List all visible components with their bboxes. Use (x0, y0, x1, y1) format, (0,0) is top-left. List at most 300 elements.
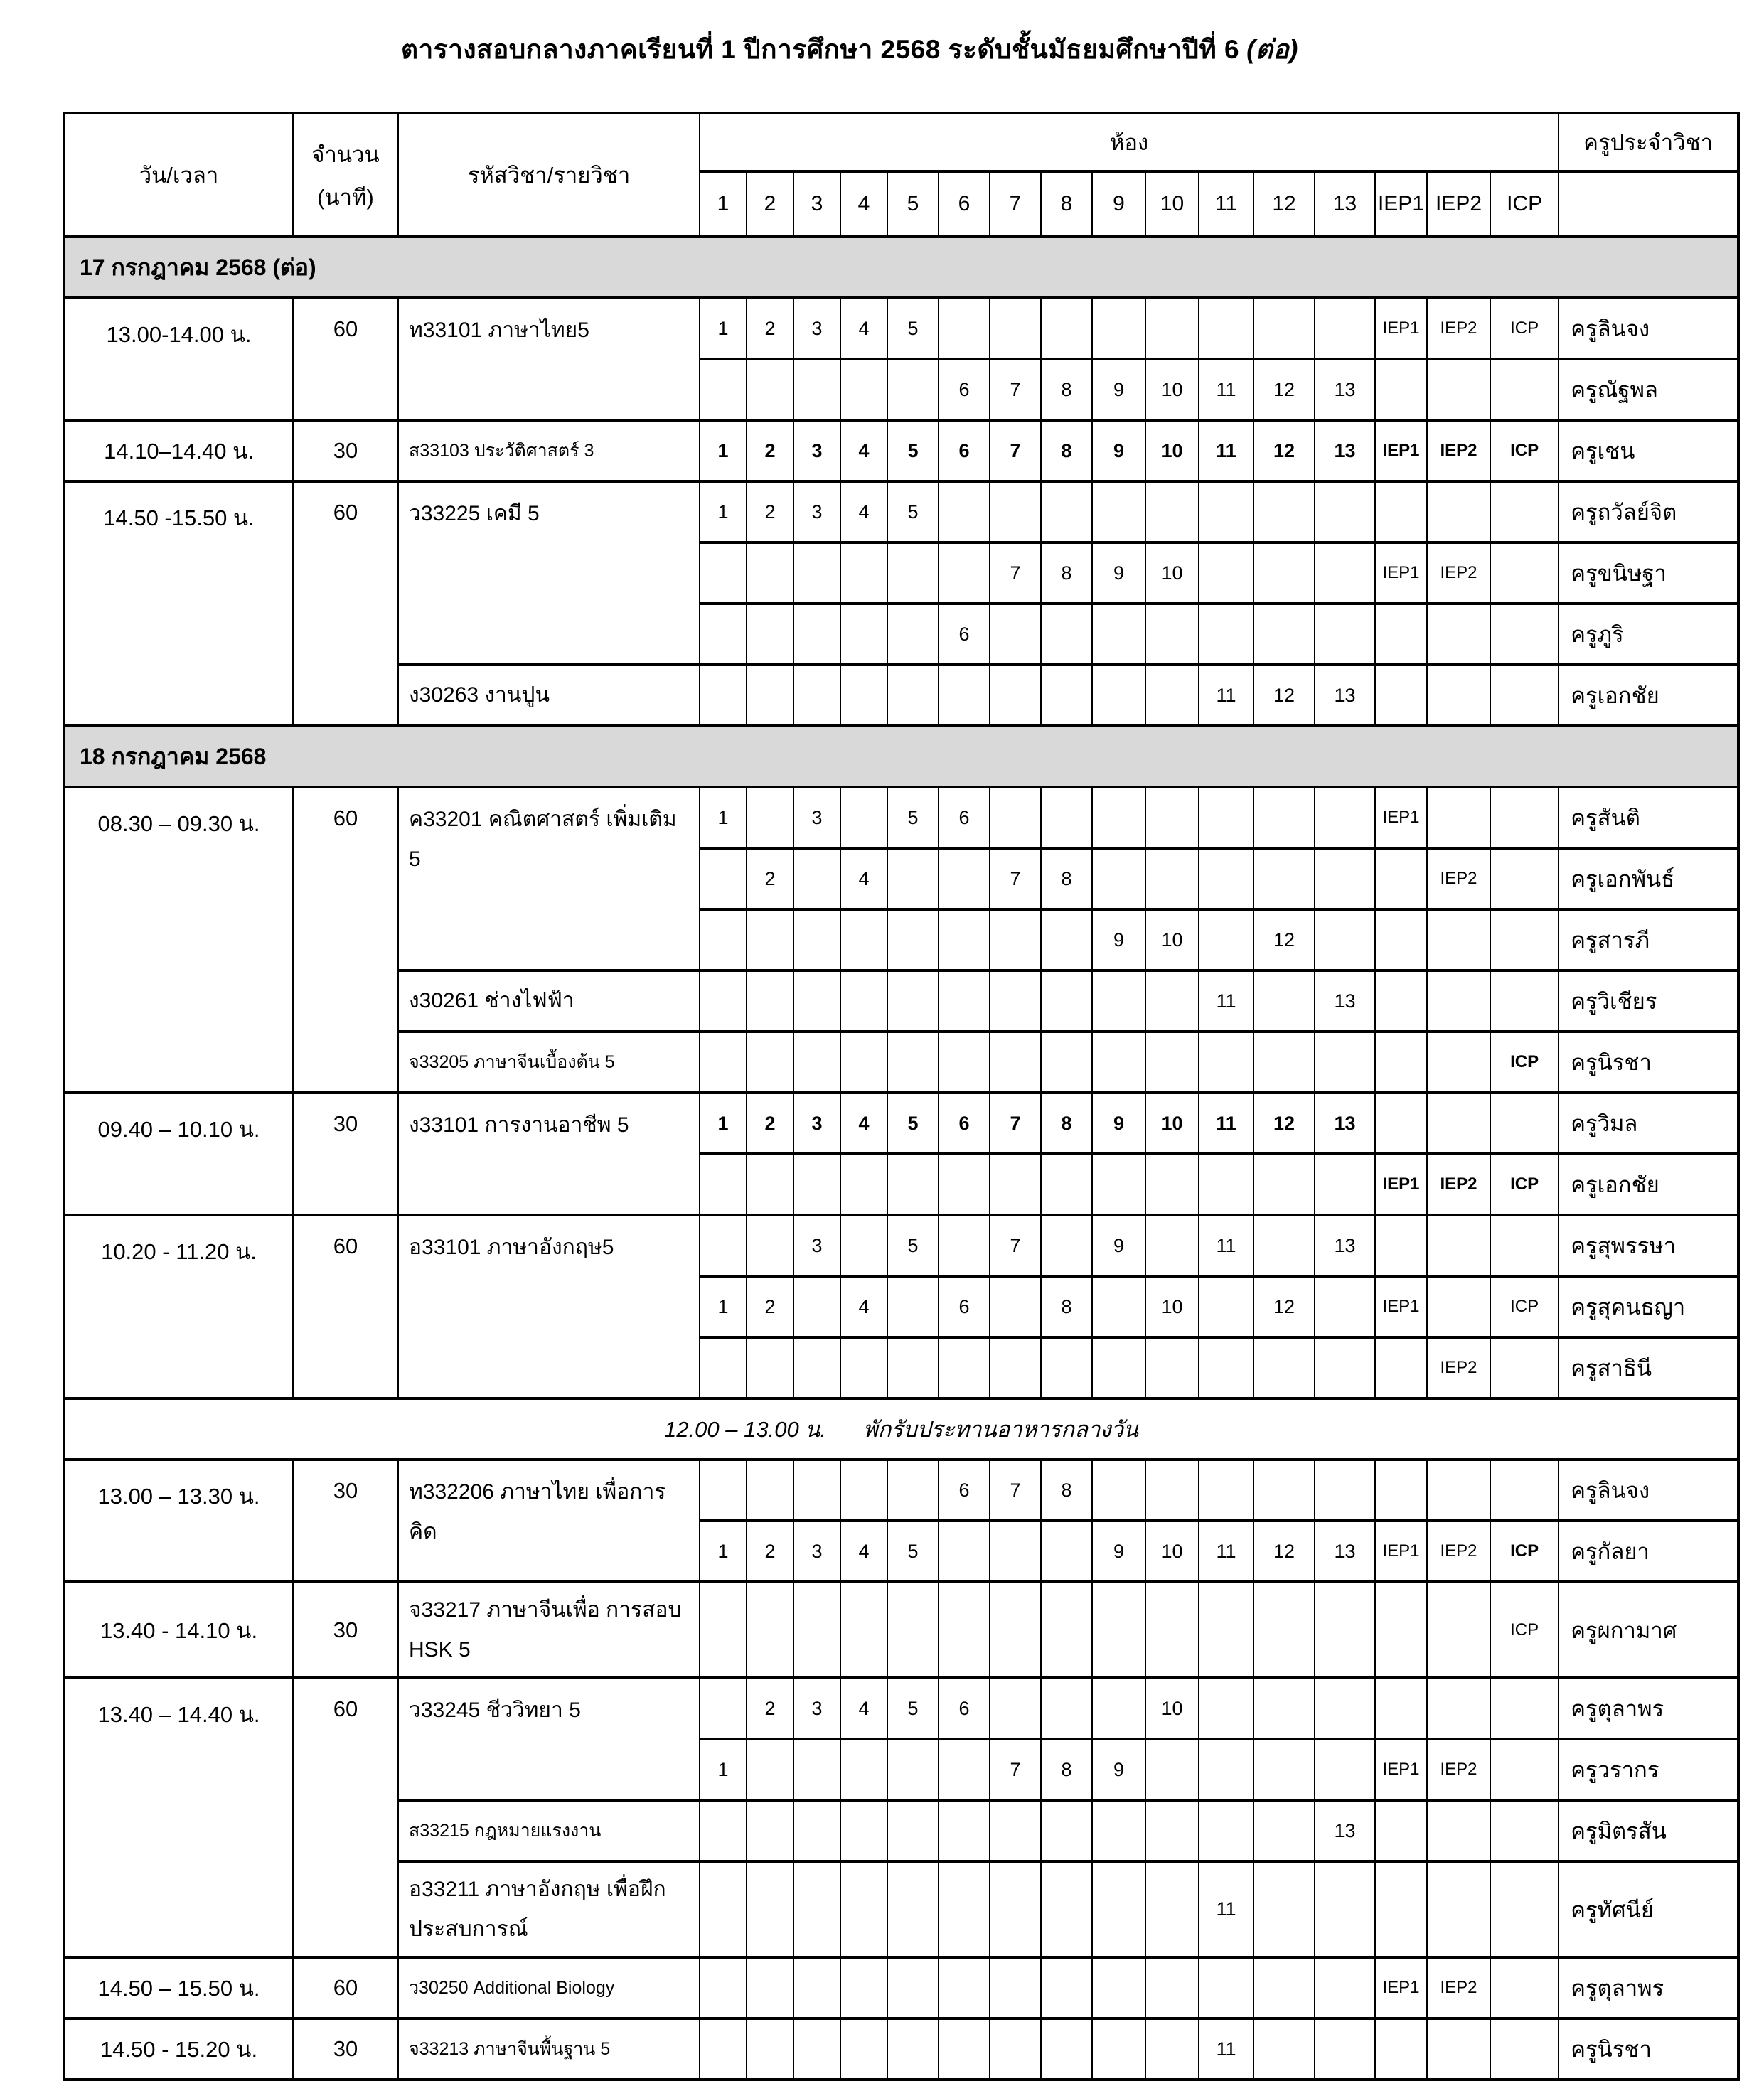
teacher-cell: ครูสารภี (1559, 909, 1738, 970)
room-cell-13-empty (1315, 1861, 1375, 1957)
room-cell-2: 2 (747, 1276, 793, 1337)
room-cell-13-empty (1315, 1739, 1375, 1800)
room-cell-2-empty (747, 970, 793, 1032)
room-cell-3: 3 (793, 298, 840, 359)
room-cell-12-empty (1253, 1739, 1315, 1800)
room-cell-8-empty (1041, 1861, 1092, 1957)
room-cell-1: 1 (700, 298, 747, 359)
room-cell-9-empty (1092, 1861, 1145, 1957)
room-cell-2-empty (747, 1861, 793, 1957)
room-cell-12-empty (1253, 481, 1315, 542)
header-room-4: 4 (840, 171, 887, 237)
room-cell-9: 9 (1092, 909, 1145, 970)
room-cell-2-empty (747, 1032, 793, 1093)
iep-cell-IEP2-empty (1427, 1582, 1490, 1678)
iep-cell-IEP1: IEP1 (1375, 787, 1427, 848)
room-cell-4: 4 (840, 1678, 887, 1739)
room-cell-12: 12 (1253, 665, 1315, 726)
room-cell-4-empty (840, 909, 887, 970)
room-cell-11: 11 (1199, 359, 1253, 420)
room-cell-10-empty (1145, 1154, 1199, 1215)
schedule-row (64, 1215, 1738, 1276)
room-cell-10-empty (1145, 1215, 1199, 1276)
page-title-main: ตารางสอบกลางภาคเรียนที่ 1 ปีการศึกษา 2568 ระดับชั้นมัธยมศึกษาปีที่ 6 (400, 35, 1240, 64)
subject-cell: จ33205 ภาษาจีนเบื้องต้น 5 (398, 1032, 700, 1093)
room-cell-13-empty (1315, 1582, 1375, 1678)
duration-cell: 30 (293, 1093, 398, 1215)
room-cell-8: 8 (1041, 1739, 1092, 1800)
room-cell-4-empty (840, 787, 887, 848)
room-cell-3-empty (793, 909, 840, 970)
subject-cell: ว33225 เคมี 5 (398, 481, 700, 665)
time-cell: 10.20 - 11.20 น. (64, 1215, 293, 1398)
room-cell-7-empty (990, 787, 1041, 848)
room-cell-4: 4 (840, 1093, 887, 1154)
room-cell-9-empty (1092, 481, 1145, 542)
iep-cell-IEP1-empty (1375, 359, 1427, 420)
room-cell-5: 5 (887, 1093, 939, 1154)
room-cell-3-empty (793, 1032, 840, 1093)
room-cell-7: 7 (990, 848, 1041, 909)
iep-cell-ICP-empty (1490, 665, 1559, 726)
iep-cell-IEP2-empty (1427, 359, 1490, 420)
room-cell-1-empty (700, 1337, 747, 1398)
room-cell-2-empty (747, 1957, 793, 2018)
iep-cell-ICP-empty (1490, 909, 1559, 970)
room-cell-8-empty (1041, 481, 1092, 542)
header-duration-line1: จำนวน (311, 142, 380, 167)
schedule-row (64, 420, 1738, 481)
header-room-2: 2 (747, 171, 793, 237)
room-cell-6-empty (939, 2018, 990, 2080)
room-cell-8-empty (1041, 1154, 1092, 1215)
teacher-cell: ครูลินจง (1559, 298, 1738, 359)
iep-cell-ICP-empty (1490, 2018, 1559, 2080)
room-cell-11: 11 (1199, 665, 1253, 726)
room-cell-4-empty (840, 1739, 887, 1800)
room-cell-7: 7 (990, 359, 1041, 420)
room-cell-2-empty (747, 1460, 793, 1521)
room-cell-3-empty (793, 1800, 840, 1861)
iep-cell-IEP2-empty (1427, 604, 1490, 665)
room-cell-3: 3 (793, 1215, 840, 1276)
room-cell-3-empty (793, 604, 840, 665)
room-cell-5-empty (887, 665, 939, 726)
room-cell-7-empty (990, 1154, 1041, 1215)
room-cell-4-empty (840, 1215, 887, 1276)
room-cell-13-empty (1315, 787, 1375, 848)
room-cell-5: 5 (887, 787, 939, 848)
iep-cell-IEP2: IEP2 (1427, 1337, 1490, 1398)
iep-cell-IEP2-empty (1427, 787, 1490, 848)
room-cell-12: 12 (1253, 1521, 1315, 1582)
room-cell-11-empty (1199, 1678, 1253, 1739)
duration-cell: 60 (293, 787, 398, 1093)
room-cell-2: 2 (747, 420, 793, 481)
room-cell-3-empty (793, 1460, 840, 1521)
teacher-cell: ครูตุลาพร (1559, 1678, 1738, 1739)
teacher-cell: ครูเอกพันธ์ (1559, 848, 1738, 909)
room-cell-11: 11 (1199, 970, 1253, 1032)
room-cell-11: 11 (1199, 1215, 1253, 1276)
room-cell-1: 1 (700, 1521, 747, 1582)
room-cell-6-empty (939, 1215, 990, 1276)
iep-cell-IEP1-empty (1375, 1337, 1427, 1398)
teacher-cell: ครูกัลยา (1559, 1521, 1738, 1582)
iep-cell-IEP2: IEP2 (1427, 542, 1490, 604)
room-cell-9-empty (1092, 2018, 1145, 2080)
subject-cell: อ33101 ภาษาอังกฤษ5 (398, 1215, 700, 1398)
iep-cell-ICP-empty (1490, 1215, 1559, 1276)
room-cell-7-empty (990, 2018, 1041, 2080)
room-cell-10-empty (1145, 2018, 1199, 2080)
duration-cell: 60 (293, 1215, 398, 1398)
room-cell-4: 4 (840, 848, 887, 909)
room-cell-4: 4 (840, 1276, 887, 1337)
room-cell-2-empty (747, 542, 793, 604)
room-cell-5-empty (887, 604, 939, 665)
room-cell-10-empty (1145, 481, 1199, 542)
room-cell-7-empty (990, 1276, 1041, 1337)
room-cell-5-empty (887, 542, 939, 604)
room-cell-3: 3 (793, 1093, 840, 1154)
room-cell-10: 10 (1145, 1093, 1199, 1154)
iep-cell-IEP2: IEP2 (1427, 1154, 1490, 1215)
room-cell-1-empty (700, 1032, 747, 1093)
iep-cell-IEP2-empty (1427, 970, 1490, 1032)
iep-cell-IEP2: IEP2 (1427, 298, 1490, 359)
teacher-cell: ครูณัฐพล (1559, 359, 1738, 420)
room-cell-6-empty (939, 298, 990, 359)
room-cell-12-empty (1253, 1337, 1315, 1398)
iep-cell-IEP1: IEP1 (1375, 1154, 1427, 1215)
room-cell-7-empty (990, 1582, 1041, 1678)
room-cell-11: 11 (1199, 1093, 1253, 1154)
room-cell-6-empty (939, 1739, 990, 1800)
room-cell-12-empty (1253, 848, 1315, 909)
room-cell-12-empty (1253, 1800, 1315, 1861)
room-cell-2-empty (747, 1739, 793, 1800)
room-cell-6: 6 (939, 1276, 990, 1337)
header-room-5: 5 (887, 171, 939, 237)
schedule-row (64, 481, 1738, 542)
room-cell-3-empty (793, 542, 840, 604)
header-teacher: ครูประจำวิชา (1559, 113, 1738, 171)
room-cell-4: 4 (840, 1521, 887, 1582)
room-cell-11: 11 (1199, 1861, 1253, 1957)
date-section-header: 18 กรกฎาคม 2568 (64, 726, 1738, 787)
room-cell-12-empty (1253, 1460, 1315, 1521)
duration-cell: 30 (293, 1460, 398, 1582)
iep-cell-IEP1-empty (1375, 1582, 1427, 1678)
room-cell-8-empty (1041, 1032, 1092, 1093)
room-cell-7-empty (990, 1337, 1041, 1398)
room-cell-2-empty (747, 665, 793, 726)
iep-cell-IEP1-empty (1375, 970, 1427, 1032)
subject-cell: ค33201 คณิตศาสตร์ เพิ่มเติม 5 (398, 787, 700, 970)
room-cell-4-empty (840, 604, 887, 665)
room-cell-11-empty (1199, 604, 1253, 665)
header-room-IEP2: IEP2 (1427, 171, 1490, 237)
room-cell-5-empty (887, 1800, 939, 1861)
room-cell-12: 12 (1253, 1093, 1315, 1154)
iep-cell-IEP2-empty (1427, 481, 1490, 542)
room-cell-10-empty (1145, 1460, 1199, 1521)
room-cell-11-empty (1199, 542, 1253, 604)
iep-cell-IEP2-empty (1427, 1460, 1490, 1521)
room-cell-4-empty (840, 1460, 887, 1521)
room-cell-7-empty (990, 1521, 1041, 1582)
room-cell-3-empty (793, 848, 840, 909)
room-cell-1: 1 (700, 1093, 747, 1154)
room-cell-6-empty (939, 848, 990, 909)
room-cell-9: 9 (1092, 359, 1145, 420)
time-cell: 14.50 – 15.50 น. (64, 1957, 293, 2018)
room-cell-1: 1 (700, 787, 747, 848)
lunch-time: 12.00 – 13.00 น. (664, 1417, 827, 1442)
room-cell-11: 11 (1199, 420, 1253, 481)
room-cell-6-empty (939, 1521, 990, 1582)
teacher-cell: ครูสาธินี (1559, 1337, 1738, 1398)
header-duration-line2: (นาที) (317, 185, 374, 210)
room-cell-8-empty (1041, 787, 1092, 848)
iep-cell-IEP1-empty (1375, 604, 1427, 665)
iep-cell-ICP-empty (1490, 1800, 1559, 1861)
teacher-cell: ครูวิมล (1559, 1093, 1738, 1154)
subject-cell: ง30261 ช่างไฟฟ้า (398, 970, 700, 1032)
iep-cell-ICP-empty (1490, 359, 1559, 420)
duration-cell: 30 (293, 2018, 398, 2080)
room-cell-10-empty (1145, 848, 1199, 909)
schedule-row (64, 787, 1738, 848)
subject-cell: ง30263 งานปูน (398, 665, 700, 726)
room-cell-4-empty (840, 359, 887, 420)
room-cell-7-empty (990, 604, 1041, 665)
room-cell-4-empty (840, 665, 887, 726)
room-cell-11-empty (1199, 1337, 1253, 1398)
room-cell-9-empty (1092, 1582, 1145, 1678)
room-cell-6-empty (939, 665, 990, 726)
room-cell-12-empty (1253, 1215, 1315, 1276)
room-cell-10: 10 (1145, 359, 1199, 420)
room-cell-7-empty (990, 481, 1041, 542)
room-cell-8-empty (1041, 1957, 1092, 2018)
iep-cell-ICP-empty (1490, 848, 1559, 909)
room-cell-6-empty (939, 481, 990, 542)
schedule-row (64, 298, 1738, 359)
room-cell-8-empty (1041, 1678, 1092, 1739)
room-cell-6: 6 (939, 420, 990, 481)
room-cell-5-empty (887, 1957, 939, 2018)
room-cell-3-empty (793, 1276, 840, 1337)
iep-cell-ICP-empty (1490, 1739, 1559, 1800)
room-cell-12-empty (1253, 604, 1315, 665)
room-cell-12-empty (1253, 298, 1315, 359)
header-room-7: 7 (990, 171, 1041, 237)
room-cell-5-empty (887, 970, 939, 1032)
room-cell-13: 13 (1315, 1800, 1375, 1861)
room-cell-11: 11 (1199, 1521, 1253, 1582)
iep-cell-IEP1-empty (1375, 1460, 1427, 1521)
room-cell-1-empty (700, 909, 747, 970)
iep-cell-IEP1: IEP1 (1375, 420, 1427, 481)
iep-cell-ICP: ICP (1490, 1032, 1559, 1093)
room-cell-6-empty (939, 970, 990, 1032)
room-cell-5: 5 (887, 1678, 939, 1739)
room-cell-8: 8 (1041, 1276, 1092, 1337)
iep-cell-ICP-empty (1490, 1957, 1559, 2018)
room-cell-1-empty (700, 1582, 747, 1678)
room-cell-3: 3 (793, 1678, 840, 1739)
room-cell-8-empty (1041, 2018, 1092, 2080)
room-cell-10-empty (1145, 1032, 1199, 1093)
iep-cell-IEP2-empty (1427, 1032, 1490, 1093)
room-cell-6-empty (939, 1337, 990, 1398)
iep-cell-IEP1-empty (1375, 1861, 1427, 1957)
room-cell-4-empty (840, 1582, 887, 1678)
teacher-cell: ครูนิรชา (1559, 2018, 1738, 2080)
room-cell-3-empty (793, 1739, 840, 1800)
room-cell-7-empty (990, 1861, 1041, 1957)
room-cell-7: 7 (990, 420, 1041, 481)
room-cell-12-empty (1253, 1154, 1315, 1215)
room-cell-4-empty (840, 970, 887, 1032)
room-cell-8: 8 (1041, 359, 1092, 420)
teacher-cell: ครูตุลาพร (1559, 1957, 1738, 2018)
iep-cell-ICP-empty (1490, 1861, 1559, 1957)
room-cell-13: 13 (1315, 665, 1375, 726)
teacher-cell: ครูนิรชา (1559, 1032, 1738, 1093)
room-cell-10: 10 (1145, 1276, 1199, 1337)
room-cell-12: 12 (1253, 420, 1315, 481)
room-cell-5-empty (887, 1276, 939, 1337)
iep-cell-IEP1-empty (1375, 1800, 1427, 1861)
time-cell: 14.50 -15.50 น. (64, 481, 293, 726)
room-cell-9-empty (1092, 1276, 1145, 1337)
duration-cell: 60 (293, 1678, 398, 1957)
room-cell-6-empty (939, 1154, 990, 1215)
room-cell-11: 11 (1199, 2018, 1253, 2080)
room-cell-9-empty (1092, 298, 1145, 359)
room-cell-10: 10 (1145, 542, 1199, 604)
room-cell-1-empty (700, 848, 747, 909)
header-room-12: 12 (1253, 171, 1315, 237)
iep-cell-IEP2-empty (1427, 1678, 1490, 1739)
teacher-cell: ครูสุคนธญา (1559, 1276, 1738, 1337)
iep-cell-IEP2-empty (1427, 1215, 1490, 1276)
room-cell-5: 5 (887, 420, 939, 481)
subject-cell: ว30250 Additional Biology (398, 1957, 700, 2018)
teacher-cell: ครูเอกชัย (1559, 665, 1738, 726)
room-cell-5: 5 (887, 1215, 939, 1276)
room-cell-6: 6 (939, 1678, 990, 1739)
iep-cell-ICP: ICP (1490, 1582, 1559, 1678)
room-cell-6-empty (939, 1861, 990, 1957)
room-cell-3-empty (793, 1861, 840, 1957)
date-section-row (64, 237, 1738, 298)
room-cell-4-empty (840, 1337, 887, 1398)
room-cell-11-empty (1199, 298, 1253, 359)
header-subject: รหัสวิชา/รายวิชา (398, 113, 700, 237)
room-cell-6-empty (939, 1582, 990, 1678)
room-cell-11-empty (1199, 909, 1253, 970)
room-cell-5: 5 (887, 1521, 939, 1582)
header-room-ICP: ICP (1490, 171, 1559, 237)
room-cell-12: 12 (1253, 359, 1315, 420)
schedule-row (64, 1582, 1738, 1678)
iep-cell-IEP1: IEP1 (1375, 298, 1427, 359)
header-room-3: 3 (793, 171, 840, 237)
room-cell-10-empty (1145, 1582, 1199, 1678)
room-cell-10: 10 (1145, 1521, 1199, 1582)
room-cell-9-empty (1092, 1678, 1145, 1739)
header-row-1 (64, 113, 1738, 171)
iep-cell-IEP1-empty (1375, 665, 1427, 726)
room-cell-1-empty (700, 1861, 747, 1957)
iep-cell-ICP-empty (1490, 970, 1559, 1032)
room-cell-2-empty (747, 1800, 793, 1861)
room-cell-12-empty (1253, 542, 1315, 604)
room-cell-3-empty (793, 1582, 840, 1678)
room-cell-2-empty (747, 1337, 793, 1398)
lunch-break-row (64, 1398, 1738, 1460)
room-cell-6-empty (939, 542, 990, 604)
room-cell-10-empty (1145, 1800, 1199, 1861)
room-cell-13: 13 (1315, 1093, 1375, 1154)
room-cell-1: 1 (700, 420, 747, 481)
room-cell-8: 8 (1041, 1460, 1092, 1521)
room-cell-13: 13 (1315, 970, 1375, 1032)
lunch-break-cell (64, 1398, 1738, 1460)
iep-cell-ICP-empty (1490, 1678, 1559, 1739)
iep-cell-IEP2: IEP2 (1427, 1521, 1490, 1582)
room-cell-4: 4 (840, 298, 887, 359)
room-cell-2-empty (747, 787, 793, 848)
duration-cell: 30 (293, 420, 398, 481)
iep-cell-ICP-empty (1490, 542, 1559, 604)
room-cell-2: 2 (747, 848, 793, 909)
header-room-9: 9 (1092, 171, 1145, 237)
room-cell-3-empty (793, 1337, 840, 1398)
room-cell-9-empty (1092, 1957, 1145, 2018)
time-cell: 13.00 – 13.30 น. (64, 1460, 293, 1582)
header-room-IEP1: IEP1 (1375, 171, 1427, 237)
room-cell-7: 7 (990, 1739, 1041, 1800)
header-room-6: 6 (939, 171, 990, 237)
room-cell-13-empty (1315, 1678, 1375, 1739)
time-cell: 13.40 - 14.10 น. (64, 1582, 293, 1678)
room-cell-13-empty (1315, 298, 1375, 359)
header-teacher-empty (1559, 171, 1738, 237)
room-cell-2-empty (747, 604, 793, 665)
room-cell-3: 3 (793, 787, 840, 848)
room-cell-4-empty (840, 1957, 887, 2018)
room-cell-12-empty (1253, 1032, 1315, 1093)
room-cell-1-empty (700, 359, 747, 420)
room-cell-7: 7 (990, 1093, 1041, 1154)
room-cell-10-empty (1145, 1861, 1199, 1957)
room-cell-7-empty (990, 298, 1041, 359)
room-cell-5-empty (887, 1337, 939, 1398)
room-cell-5-empty (887, 909, 939, 970)
room-cell-7: 7 (990, 542, 1041, 604)
room-cell-11-empty (1199, 1276, 1253, 1337)
iep-cell-IEP2: IEP2 (1427, 1739, 1490, 1800)
date-section-row (64, 726, 1738, 787)
room-cell-1-empty (700, 1957, 747, 2018)
room-cell-7-empty (990, 665, 1041, 726)
iep-cell-IEP1: IEP1 (1375, 1957, 1427, 2018)
